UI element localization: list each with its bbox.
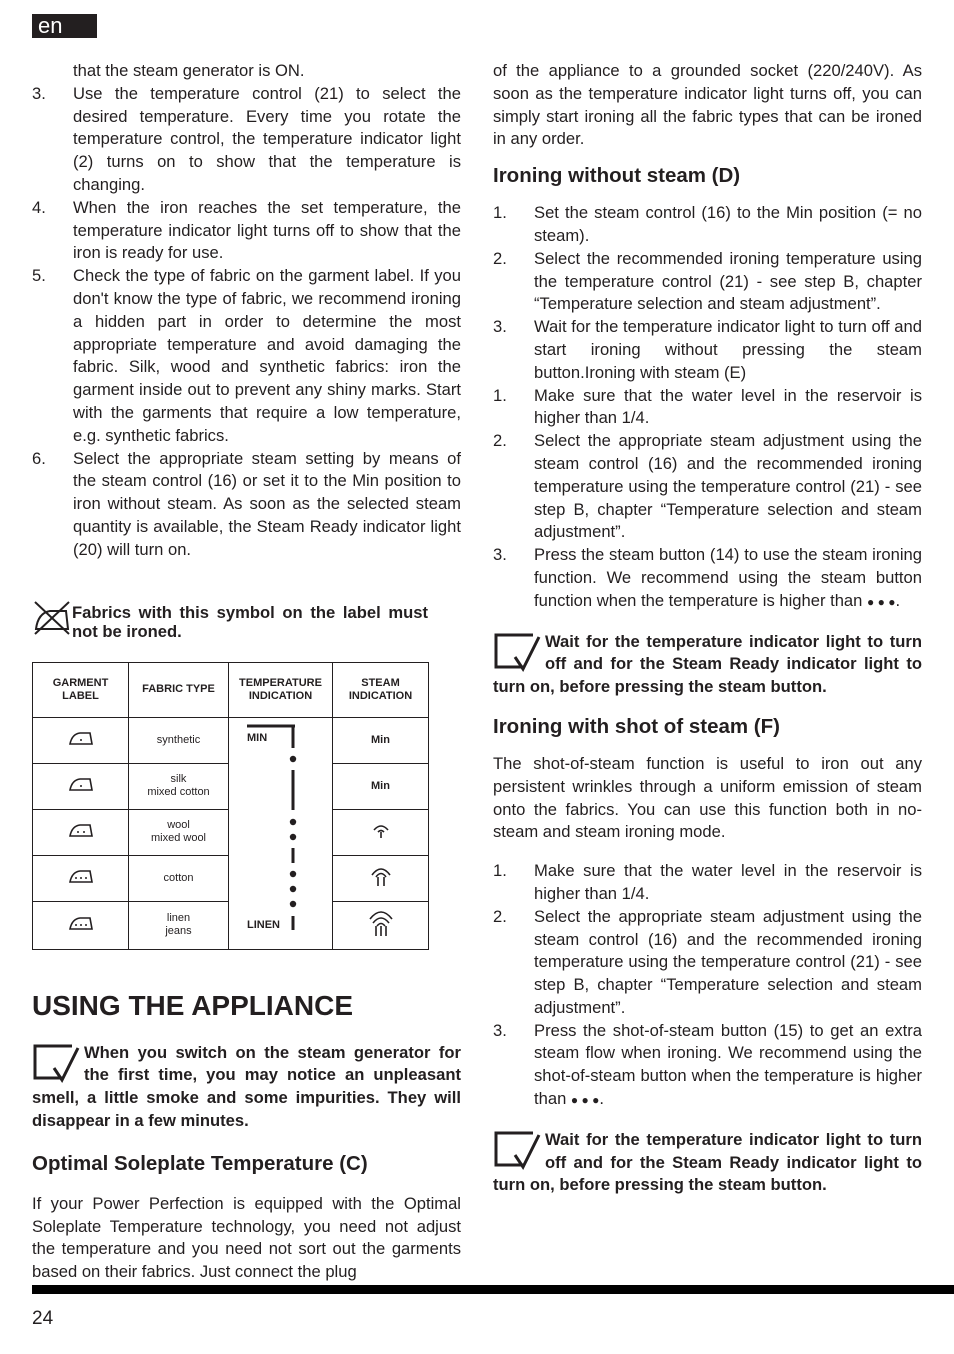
temperature-dots: ● ● ●: [570, 1093, 600, 1108]
no-iron-note: Fabrics with this symbol on the label must not be ironed.: [32, 603, 428, 641]
fabric-type: silk mixed cotton: [129, 763, 229, 809]
steam-high-icon: [333, 901, 429, 949]
table-header: FABRIC TYPE: [129, 662, 229, 717]
temperature-min-label: MIN: [247, 731, 268, 744]
steam-low-icon: [333, 809, 429, 855]
language-tab: en: [32, 14, 97, 38]
note-check-icon: [32, 1042, 84, 1084]
steam-indication: Min: [333, 717, 429, 763]
list-item: 1. Make sure that the water level in the reservoir is higher than 1/4.: [493, 385, 922, 428]
list-item: 2. Select the recommended ironing temperature using the temperature control (21) - see step B, chapter “Temperature selection and steam adjustment”.: [493, 248, 922, 314]
heading-shot-of-steam: Ironing with shot of steam (F): [493, 714, 780, 738]
steam-ready-note-2: Wait for the temperature indicator light to turn off and for the Steam Ready indicator light to turn on, before pressing the steam button.: [493, 1129, 922, 1195]
table-header: TEMPERATURE INDICATION: [229, 662, 333, 717]
first-use-note: When you switch on the steam generator for the first time, you may notice an unpleasant smell, a little smoke and some impurities. They will disappear in a few minutes.: [32, 1042, 461, 1130]
list-item: 6. Select the appropriate steam setting by means of the steam control (16) or set it to the Min position to iron without steam. As soon as the selected steam quantity is available, the Steam Ready indicator light (20) will turn on.: [32, 448, 461, 559]
iron-symbol-icon: [33, 855, 129, 901]
list-item: 3. Press the steam button (14) to use the steam ironing function. We recommend using the steam button function when the temperature is higher than ● ● ●.: [493, 545, 922, 610]
list-item: 1. Set the steam control (16) to the Min position (= no steam).: [493, 203, 922, 245]
fabric-type: cotton: [129, 855, 229, 901]
footer-rule: [32, 1285, 954, 1294]
step-continuation: that the steam generator is ON.: [73, 61, 305, 80]
list-item: 1. Make sure that the water level in the reservoir is higher than 1/4.: [493, 861, 922, 903]
iron-symbol-icon: [33, 901, 129, 949]
list-item: 3. Press the shot-of-steam button (15) to get an extra steam flow when ironing. We recommend using the shot-of-steam button when the temperature is higher than ● ● ●.: [493, 1020, 922, 1109]
page-number: 24: [32, 1308, 54, 1329]
list-item: 4. When the iron reaches the set temperature, the temperature indicator light turns off to show that the iron is ready for use.: [32, 197, 461, 263]
temperature-scale: [229, 717, 333, 949]
list-item: 3. Wait for the temperature indicator light to turn off and start ironing without pressing the steam button.Ironing with steam (E): [493, 317, 922, 382]
steps-list-d: [493, 202, 922, 613]
paragraph-continuation: of the appliance to a grounded socket (220/240V). As soon as the temperature indicator light turns off, you can simply start ironing all the fabric types that can be ironed in any order.: [493, 61, 922, 149]
fabric-type: linen jeans: [129, 901, 229, 949]
heading-ironing-without-steam: Ironing without steam (D): [493, 164, 741, 188]
iron-symbol-icon: [33, 763, 129, 809]
right-column: [493, 60, 922, 1197]
paragraph-f: The shot-of-steam function is useful to iron out any persistent wrinkles through a uniform emission of steam onto the fabrics. You can use this function both in no-steam and steam ironing mode.: [493, 753, 922, 842]
list-item: 2. Select the appropriate steam adjustment using the steam control (16) and the recommended ironing temperature using the temperature control (21) - see step B, chapter “Temperature selection and steam adjustment”.: [493, 906, 922, 1017]
fabric-table: [32, 662, 429, 950]
heading-optimal-soleplate: Optimal Soleplate Temperature (C): [32, 1151, 368, 1175]
table-row: [33, 717, 429, 763]
table-header: STEAM INDICATION: [333, 662, 429, 717]
list-item: 2. Select the appropriate steam adjustment using the steam control (16) and the recommended ironing temperature using the temperature control (21) - see step B, chapter “Temperature selection and steam adjustment”.: [493, 431, 922, 542]
steps-list: [32, 83, 461, 562]
steam-ready-note-1: Wait for the temperature indicator light to turn off and for the Steam Ready indicator light to turn on, before pressing the steam button.: [493, 631, 922, 697]
paragraph-c: If your Power Perfection is equipped with the Optimal Soleplate Temperature technology, you need not adjust the temperature and you need not sort out the garments based on their fabrics. Just connect the plug: [32, 1193, 461, 1282]
fabric-type: synthetic: [129, 717, 229, 763]
do-not-iron-icon: [32, 599, 72, 637]
note-check-icon: [493, 631, 545, 673]
note-check-icon: [493, 1129, 545, 1171]
list-item: 3. Use the temperature control (21) to select the desired temperature. Every time you rotate the temperature control, the temperature indicator light (2) turns on to show that the temperature is changing.: [32, 83, 461, 194]
iron-symbol-icon: [33, 717, 129, 763]
iron-symbol-icon: [33, 809, 129, 855]
fabric-type: wool mixed wool: [129, 809, 229, 855]
temperature-dots: ● ● ●: [867, 594, 896, 609]
table-header: GARMENT LABEL: [33, 662, 129, 717]
list-item: 5. Check the type of fabric on the garment label. If you don't know the type of fabric, we recommend ironing a hidden part in order to determine the most appropriate temperature and avoid damaging the fabric. Silk, wood and synthetic fabrics: iron the garment inside out to prevent any shiny marks. Start with the garments that require a low temperature, e.g. synthetic fabrics.: [32, 266, 461, 445]
temperature-max-label: LINEN: [247, 918, 280, 931]
section-title: USING THE APPLIANCE: [32, 989, 353, 1021]
steps-list-f: [493, 860, 922, 1112]
steam-medium-icon: [333, 855, 429, 901]
steam-indication: Min: [333, 763, 429, 809]
left-column: [32, 60, 461, 1284]
